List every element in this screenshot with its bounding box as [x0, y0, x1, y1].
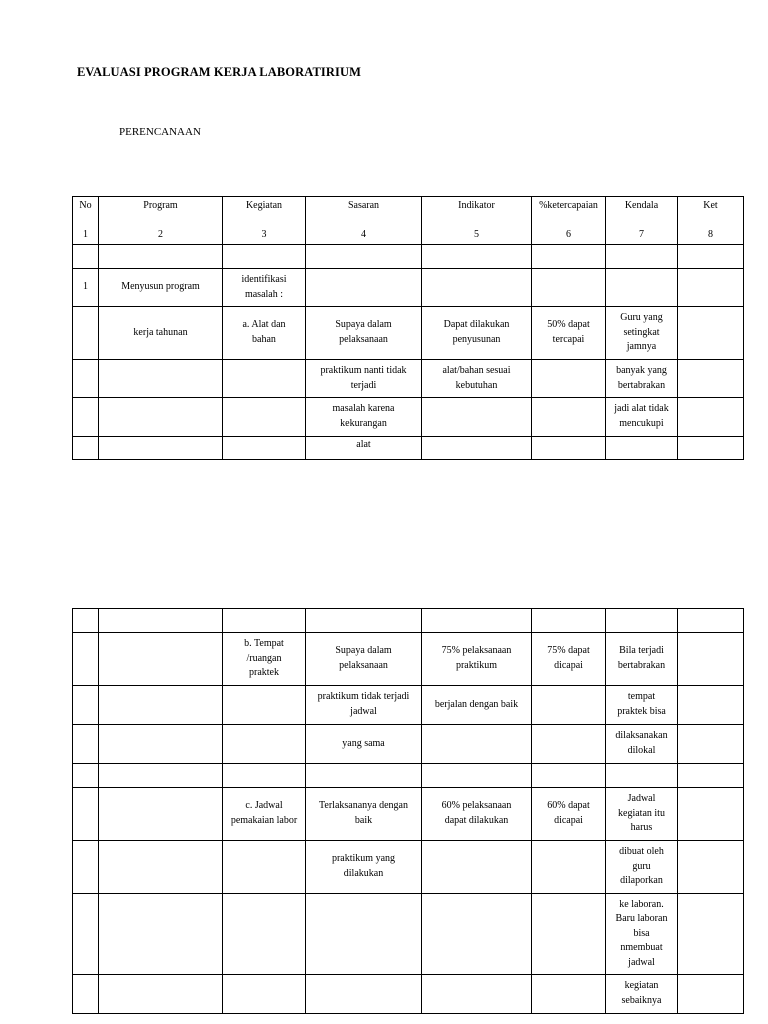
cell-ketercapaian — [532, 360, 606, 398]
table-row — [73, 307, 744, 360]
table-row — [73, 437, 744, 460]
cell-no — [73, 894, 99, 975]
cell-kendala — [606, 245, 678, 269]
table-row — [73, 764, 744, 788]
table-row — [73, 725, 744, 764]
cell-ket — [678, 725, 744, 764]
cell-sasaran: Supaya dalam pelaksanaan — [306, 633, 422, 686]
cell-sasaran: Supaya dalam pelaksanaan — [306, 307, 422, 360]
cell-ket — [678, 633, 744, 686]
cell-ketercapaian — [532, 841, 606, 894]
cell-program — [99, 841, 223, 894]
cell-no — [73, 633, 99, 686]
cell-program: Program 2 — [99, 197, 223, 245]
cell-program — [99, 686, 223, 725]
table-row — [73, 841, 744, 894]
cell-indikator: berjalan dengan baik — [422, 686, 532, 725]
cell-ketercapaian — [532, 686, 606, 725]
cell-program — [99, 437, 223, 460]
evaluation-table-2 — [72, 608, 744, 1014]
table-row — [73, 360, 744, 398]
cell-kegiatan — [223, 975, 306, 1014]
cell-ketercapaian — [532, 609, 606, 633]
cell-indikator — [422, 725, 532, 764]
cell-sasaran — [306, 894, 422, 975]
table-row — [73, 686, 744, 725]
cell-kendala: banyak yang bertabrakan — [606, 360, 678, 398]
cell-indikator: 60% pelaksanaan dapat dilakukan — [422, 788, 532, 841]
cell-program — [99, 975, 223, 1014]
cell-no — [73, 764, 99, 788]
cell-no — [73, 360, 99, 398]
cell-program: Menyusun program — [99, 269, 223, 307]
cell-kegiatan — [223, 894, 306, 975]
cell-sasaran — [306, 245, 422, 269]
cell-sasaran: Terlaksananya dengan baik — [306, 788, 422, 841]
cell-indikator — [422, 894, 532, 975]
cell-no — [73, 975, 99, 1014]
cell-no — [73, 307, 99, 360]
cell-ket — [678, 841, 744, 894]
cell-no: No 1 — [73, 197, 99, 245]
table-row — [73, 245, 744, 269]
cell-no — [73, 437, 99, 460]
cell-kendala: dibuat oleh guru dilaporkan — [606, 841, 678, 894]
cell-kegiatan — [223, 398, 306, 437]
cell-program — [99, 764, 223, 788]
cell-kegiatan: b. Tempat /ruangan praktek — [223, 633, 306, 686]
cell-kendala: Kendala 7 — [606, 197, 678, 245]
cell-no — [73, 245, 99, 269]
cell-program — [99, 894, 223, 975]
cell-no — [73, 788, 99, 841]
cell-indikator: 75% pelaksanaan praktikum — [422, 633, 532, 686]
cell-ketercapaian — [532, 894, 606, 975]
section-heading: PERENCANAAN — [119, 126, 201, 138]
cell-sasaran: praktikum tidak terjadi jadwal — [306, 686, 422, 725]
cell-sasaran: yang sama — [306, 725, 422, 764]
cell-ket — [678, 398, 744, 437]
cell-ketercapaian — [532, 725, 606, 764]
cell-no — [73, 841, 99, 894]
cell-indikator — [422, 975, 532, 1014]
cell-ketercapaian: 60% dapat dicapai — [532, 788, 606, 841]
cell-kendala: Bila terjadi bertabrakan — [606, 633, 678, 686]
cell-sasaran — [306, 975, 422, 1014]
document-title: EVALUASI PROGRAM KERJA LABORATIRIUM — [77, 65, 361, 79]
cell-ketercapaian — [532, 269, 606, 307]
table-row — [73, 609, 744, 633]
cell-program — [99, 360, 223, 398]
evaluation-table-1 — [72, 196, 744, 460]
cell-program — [99, 725, 223, 764]
cell-ketercapaian — [532, 398, 606, 437]
cell-kegiatan: a. Alat dan bahan — [223, 307, 306, 360]
cell-kegiatan — [223, 764, 306, 788]
cell-ket — [678, 437, 744, 460]
cell-no: 1 — [73, 269, 99, 307]
cell-ket — [678, 609, 744, 633]
table-row — [73, 975, 744, 1014]
table-row — [73, 788, 744, 841]
cell-indikator — [422, 764, 532, 788]
cell-kendala: dilaksanakan dilokal — [606, 725, 678, 764]
cell-kegiatan — [223, 609, 306, 633]
cell-sasaran: Sasaran 4 — [306, 197, 422, 245]
cell-no — [73, 686, 99, 725]
cell-ketercapaian — [532, 245, 606, 269]
cell-kegiatan: identifikasi masalah : — [223, 269, 306, 307]
cell-ket — [678, 788, 744, 841]
cell-kendala — [606, 437, 678, 460]
table-row — [73, 894, 744, 975]
cell-ket — [678, 686, 744, 725]
cell-kendala — [606, 609, 678, 633]
cell-indikator — [422, 609, 532, 633]
cell-indikator — [422, 245, 532, 269]
cell-indikator — [422, 398, 532, 437]
cell-indikator: Dapat dilakukan penyusunan — [422, 307, 532, 360]
cell-kegiatan — [223, 686, 306, 725]
cell-kendala: Guru yang setingkat jamnya — [606, 307, 678, 360]
cell-kegiatan: c. Jadwal pemakaian labor — [223, 788, 306, 841]
cell-ket — [678, 307, 744, 360]
cell-kendala: jadi alat tidak mencukupi — [606, 398, 678, 437]
cell-program — [99, 245, 223, 269]
cell-indikator — [422, 437, 532, 460]
cell-sasaran — [306, 609, 422, 633]
cell-ket: Ket 8 — [678, 197, 744, 245]
cell-sasaran: praktikum nanti tidak terjadi — [306, 360, 422, 398]
cell-kendala: ke laboran. Baru laboran bisa nmembuat jadwal — [606, 894, 678, 975]
cell-kegiatan: Kegiatan 3 — [223, 197, 306, 245]
cell-kegiatan — [223, 245, 306, 269]
cell-sasaran — [306, 269, 422, 307]
cell-ket — [678, 360, 744, 398]
cell-ket — [678, 245, 744, 269]
cell-sasaran — [306, 764, 422, 788]
cell-program: kerja tahunan — [99, 307, 223, 360]
cell-indikator: alat/bahan sesuai kebutuhan — [422, 360, 532, 398]
cell-ket — [678, 269, 744, 307]
cell-kendala — [606, 269, 678, 307]
cell-program — [99, 609, 223, 633]
cell-ketercapaian — [532, 975, 606, 1014]
cell-no — [73, 398, 99, 437]
table-row — [73, 398, 744, 437]
cell-indikator — [422, 841, 532, 894]
cell-kegiatan — [223, 360, 306, 398]
cell-sasaran: praktikum yang dilakukan — [306, 841, 422, 894]
cell-sasaran: alat — [306, 437, 422, 460]
table-header-row — [73, 197, 744, 245]
cell-ketercapaian: 75% dapat dicapai — [532, 633, 606, 686]
cell-kegiatan — [223, 437, 306, 460]
cell-ket — [678, 764, 744, 788]
cell-kendala: Jadwal kegiatan itu harus — [606, 788, 678, 841]
cell-kendala — [606, 764, 678, 788]
cell-ketercapaian — [532, 437, 606, 460]
table-row — [73, 633, 744, 686]
table-row — [73, 269, 744, 307]
cell-program — [99, 633, 223, 686]
cell-kendala: tempat praktek bisa — [606, 686, 678, 725]
cell-ketercapaian: %ketercapaian 6 — [532, 197, 606, 245]
cell-indikator: Indikator 5 — [422, 197, 532, 245]
cell-ketercapaian — [532, 764, 606, 788]
cell-sasaran: masalah karena kekurangan — [306, 398, 422, 437]
cell-kegiatan — [223, 725, 306, 764]
cell-program — [99, 398, 223, 437]
cell-no — [73, 609, 99, 633]
cell-no — [73, 725, 99, 764]
cell-kegiatan — [223, 841, 306, 894]
cell-kendala: kegiatan sebaiknya — [606, 975, 678, 1014]
cell-ket — [678, 894, 744, 975]
cell-indikator — [422, 269, 532, 307]
cell-ket — [678, 975, 744, 1014]
cell-program — [99, 788, 223, 841]
cell-ketercapaian: 50% dapat tercapai — [532, 307, 606, 360]
